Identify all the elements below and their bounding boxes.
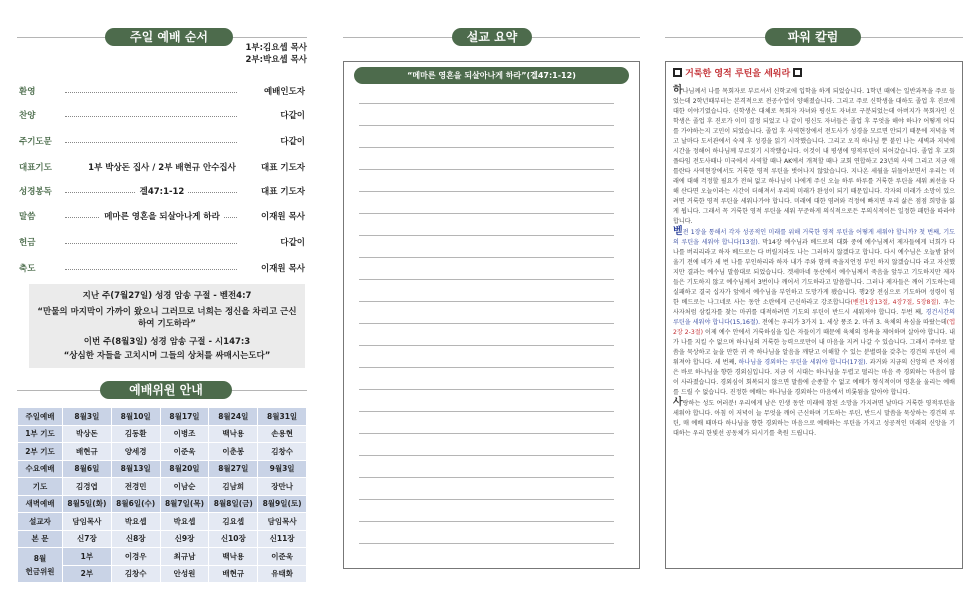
note-line [359, 521, 614, 522]
highlight-text: 경건시간의 루틴을 세워야 합니다(15,16절). [673, 309, 955, 326]
order-row [17, 161, 307, 175]
note-line [359, 499, 614, 500]
table-cell: 8월17일 [160, 408, 209, 426]
preachers [245, 42, 307, 66]
table-cell: 장만나 [258, 478, 307, 496]
table-cell: 전경민 [111, 478, 160, 496]
table-cell: 김남희 [209, 478, 258, 496]
sermon-title: 설교 요약 [452, 28, 532, 46]
column-header [665, 28, 963, 46]
table-cell: 배현규 [63, 443, 112, 461]
order-label: 주기도문 [19, 137, 52, 147]
table-row [18, 460, 307, 478]
table-cell: 이준욱 [160, 443, 209, 461]
note-line [359, 543, 614, 544]
note-line [359, 125, 614, 126]
table-cell: 김창수 [258, 443, 307, 461]
table-cell: 1부 [63, 548, 112, 566]
table-cell: 신7장 [63, 530, 112, 548]
table-row [18, 548, 307, 566]
table-row [18, 478, 307, 496]
table-cell: 백낙용 [209, 548, 258, 566]
preacher-2: 2부:박요셉 목사 [245, 55, 307, 65]
order-leader: 이재원 목사 [258, 262, 305, 276]
table-cell: 김창수 [111, 565, 160, 583]
note-line [359, 323, 614, 324]
table-cell: 8월24일 [209, 408, 258, 426]
note-line [359, 367, 614, 368]
paragraph-text: 전에는 우리가 3가지 1. 세상 풍조 2. 마귀 3. 육체의 욕심을 따랐는데 [760, 319, 947, 326]
table-cell: 설교자 [18, 513, 63, 531]
paragraph-text: 과거와 지금의 신앙의 큰 차이점은 바로 하나님을 향한 경외심입니다. 지금 이 시대는 하나님을 두렵고 떨리는 마음 즉 경외하는 마음이 많이 사라졌습니다. 경외심이 회복되지 않으면 말씀에 순종할 수 없고 예배가 형식적이며 영혼을 울리는 예배를 드릴 수 없습니다. 진정한 예배는 하나님을 경외하는 마음에서 비롯됨을 알아야 합니다. [673, 359, 955, 396]
order-row [17, 262, 307, 276]
sermon-summary-section [343, 28, 640, 568]
paragraph-text: 막14장 예수님과 베드로의 대화 중에 예수님께서 제자들에게 너희가 다 나를 버리리라고 하자 베드로는 다 버릴지라도 나는 그러하지 않겠다고 합니다. 다시 예수님은 오늘밤 닭이 울기 전에 네가 세 번 나를 부인하리라 하자 내가 주와 함께 죽을지언정 부인 하지 않겠습니다 라고 자신했지만 결과는 예수님 말씀대로 되었습니다. 겟세마네 동산에서 예수님께서 죽음을 앞두고 기도하지만 제자들은 기도하지 않고 예수님께서 3번이나 깨어서 기도하라고 말씀합니다. 그러나 제자들은 깨어 기도하는데 실패하고 결국 십자가 앞에서 예수님을 부인하고 도망가게 됐습니다. 행2장 전심으로 기도하며 성령이 임한 베드로는 나그네로 사는 동안 소란에게 근신하라고 강조합니다 [673, 239, 956, 306]
table-cell: 2부 [63, 565, 112, 583]
order-leader: 대표 기도자 [258, 185, 305, 199]
order-label: 말씀 [19, 212, 36, 222]
order-detail: 1부 박상돈 집사 / 2부 배현규 안수집사 [84, 163, 240, 173]
note-line [359, 345, 614, 346]
table-cell: 2부 기도 [18, 443, 63, 461]
note-line [359, 257, 614, 258]
highlight-text: 하나님을 경외하는 루틴을 세워야 합니다(17절). [738, 359, 868, 366]
order-leader: 다같이 [277, 135, 305, 149]
order-label: 헌금 [19, 238, 36, 248]
note-line [359, 301, 614, 302]
table-cell: 8월10일 [111, 408, 160, 426]
order-label: 성경봉독 [19, 187, 52, 197]
table-row [18, 408, 307, 426]
order-detail: 겔47:1-12 [136, 187, 189, 197]
order-row [17, 135, 307, 149]
sermon-subtitle: “메마른 영혼을 되살아나게 하라”(겔47:1-12) [354, 67, 629, 84]
note-line [359, 103, 614, 104]
table-cell: 수요예배 [18, 460, 63, 478]
table-cell: 주일예배 [18, 408, 63, 426]
order-title: 주일 예배 순서 [105, 28, 233, 46]
table-cell: 이경우 [111, 548, 160, 566]
table-cell: 8월5일(화) [63, 495, 112, 513]
table-cell: 8월 헌금위원 [18, 548, 63, 583]
duty-title: 예배위원 안내 [100, 381, 232, 399]
duty-header [17, 381, 307, 399]
table-cell: 8월13일 [111, 460, 160, 478]
table-cell: 이춘봉 [209, 443, 258, 461]
table-cell: 1부 기도 [18, 425, 63, 443]
table-row [18, 530, 307, 548]
order-label: 대표기도 [19, 163, 52, 173]
this-week-label: 이번 주(8월3일) 성경 암송 구절 - 시147:3 [83, 337, 251, 347]
table-cell: 백낙용 [209, 425, 258, 443]
note-line [359, 235, 614, 236]
table-row [18, 513, 307, 531]
table-row [18, 425, 307, 443]
table-cell: 손용현 [258, 425, 307, 443]
sermon-note-box [343, 61, 640, 569]
table-cell: 새벽예배 [18, 495, 63, 513]
drop-cap: 하 [673, 85, 683, 96]
order-leader: 이재원 목사 [258, 210, 305, 224]
column-heading [673, 68, 955, 80]
column-box [665, 61, 963, 569]
scripture-ref: (엡2장 2-3절) [673, 319, 955, 336]
drop-cap: 벧 [673, 226, 683, 237]
table-cell: 안성원 [160, 565, 209, 583]
table-row [18, 495, 307, 513]
order-row [17, 236, 307, 250]
highlight-text: 전 1장을 통해서 각자 성공적인 미래를 위해 거룩한 영적 루틴을 어떻게 세워야 할니까? 첫 번째, 기도의 루틴을 세워야 합니다(13절). [673, 229, 955, 246]
paragraph-text: 이제 예수 안에서 거룩하심을 입은 자들이기 때문에 육체의 정욕을 제어하며 살아야 합니다. 내가 나를 지킬 수 없으며 하나님의 거룩한 능력으로만이 내 마음을 지켜 나갈 수 있습니다. 그래서 주야로 말씀을 묵상하고 늘을 만한 귀 즉 하나님을 알음을 깨닫고 이해할 수 있는 분별력을 갖추는 경건의 루틴이 세워져야 합니다. 세 번째, [673, 329, 955, 366]
order-row [17, 185, 307, 199]
note-line [359, 191, 614, 192]
order-label: 환영 [19, 87, 36, 97]
table-cell: 8월20일 [160, 460, 209, 478]
duty-table [17, 407, 307, 583]
memory-verse-box [29, 284, 305, 368]
note-line [359, 455, 614, 456]
note-line [359, 279, 614, 280]
table-row [18, 443, 307, 461]
this-week-verse: “상심한 자들을 고치시며 그들의 상처를 싸매시는도다” [63, 351, 271, 361]
note-line [359, 411, 614, 412]
table-cell: 박상돈 [63, 425, 112, 443]
drop-cap: 사 [673, 397, 683, 408]
order-row [17, 210, 307, 224]
table-cell: 유태화 [258, 565, 307, 583]
order-leader: 다같이 [277, 236, 305, 250]
column-paragraph [673, 86, 955, 227]
note-line [359, 213, 614, 214]
table-cell: 배현규 [209, 565, 258, 583]
paragraph-text: 랑하는 성도 여러분! 우리에게 남은 인생 동안 미래에 참된 소망을 가지려면 날마다 거룩한 영적루틴을 세워야 합니다. 아침 이 저녁이 늘 무엇을 깨어 근신하며 기도하는 루틴, 반드시 말씀을 묵상하는 경건의 루틴, 매 예배 때마다 하나님을 향한 경외하는 마음으로 예배하는 루틴을 가지고 성공적인 미래의 신앙을 기대하는 우리 한빛선 공동체가 되시기를 축원 드립니다. [673, 400, 955, 437]
table-cell: 8월3일 [63, 408, 112, 426]
last-week-verse: “만물의 마지막이 가까이 왔으니 그러므로 너희는 정신을 차리고 근신하여 기도하라” [37, 307, 297, 329]
order-leader: 예배인도자 [261, 85, 305, 99]
table-cell: 8월6일(수) [111, 495, 160, 513]
scripture-ref: (벧전1장13절, 4장7절, 5장8절) [850, 299, 939, 306]
power-column-section [665, 28, 963, 570]
column-heading-text: 거룩한 영적 루틴을 세워라 [685, 69, 791, 79]
note-line [359, 169, 614, 170]
table-cell: 김요셉 [209, 513, 258, 531]
note-line [359, 433, 614, 434]
note-line [359, 147, 614, 148]
order-detail: 메마른 영혼을 되살아나게 하라 [100, 212, 224, 222]
column-paragraph [673, 227, 955, 398]
table-cell: 이병조 [160, 425, 209, 443]
square-bullet-icon [673, 68, 682, 77]
table-cell: 기도 [18, 478, 63, 496]
column-title: 파워 칼럼 [765, 28, 861, 46]
table-cell: 8월7일(목) [160, 495, 209, 513]
worship-order-section [17, 20, 307, 580]
table-cell: 이남순 [160, 478, 209, 496]
table-cell: 신10장 [209, 530, 258, 548]
sermon-header [343, 28, 640, 46]
order-row [17, 85, 307, 99]
table-cell: 박요셉 [160, 513, 209, 531]
table-cell: 최규남 [160, 548, 209, 566]
paragraph-text: 나님께서 나를 목회자로 부르셔서 신학교에 입학을 하게 되었습니다. 1학년 때에는 일반과목을 주로 들었는데 2학년때부터는 본격적으로 전공수업이 양해졌습니다. 그리고 주로 신학생을 대하도 졸업 후 진로에 대한 이야기였습니다. 신학생은 대체로 목회자 자녀와 평신도 자녀로 구분되었는데 아버지가 목회자인 신학생은 졸업 후 진로가 이미 결정 되었고 나 같이 평신도 자녀들은 졸업 후 무엇을 해야 하나? 어떻게 어디를 가야하는지 고민이 되었습니다. 졸업 후 사역현장에서 전도사가 성경을 모르면 안되기 때문에 저녁을 먹고 날마다 도서관에서 숙제 후 성경을 읽기 시작했습니다. 그리고 오직 하나님 뿐 붙인 나는 새벽과 저녁에 시간을 정해어 하나님께 부르짖기 시작했습니다. 이것이 내 평생에 영적루틴이 되어갔습니다. 졸업 후 교회 플타임 전도사때나 미국에서 사역할 때나 AK에서 개척할 때나 교회 연합하고 23년의 사역 그리고 지금 애틀란타 사역현장에서도 거룩한 영적 루틴을 벗어나지 않았습니다. 지나온 세월을 뒤돌아보면서 우리는 미래에 대해 걱정할 필요가 전혀 없고 하나님이 나에게 주신 오늘 하루 하루를 거룩한 루틴을 세워 최선을 다해 산다면 오늘이라는 시간이 더해져서 우리의 미래가 완성이 되기 때문입니다. 각자의 미래가 소망이 있으려면 거룩한 영적 루틴을 세워나가야 합니다. 미래에 대한 염려와 걱정에 빠지면 우리 삶은 점점 희망을 잃게 됩니다. 그래서 꼭 거룩한 영적 루틴을 세워 꾸준하게 의식적으로든 무의식적이든 일정한 패턴을 따라야 합니다. [673, 88, 955, 225]
table-cell: 김동환 [111, 425, 160, 443]
square-bullet-icon [793, 68, 802, 77]
last-week-label: 지난 주(7월27일) 성경 암송 구절 - 벧전4:7 [82, 291, 252, 301]
paragraph-text: . 우는 사자처럼 삼킬자를 찾는 마귀를 대적하려면 기도의 루틴이 반드시 세워져야 합니다. 두번 째, [673, 299, 955, 316]
column-body [673, 86, 955, 439]
table-cell: 8월6일 [63, 460, 112, 478]
table-cell: 김경엽 [63, 478, 112, 496]
order-label: 축도 [19, 264, 36, 274]
table-cell: 담임목사 [258, 513, 307, 531]
note-line [359, 389, 614, 390]
preacher-1: 1부:김요셉 목사 [245, 43, 307, 53]
note-line [359, 477, 614, 478]
order-label: 찬양 [19, 111, 36, 121]
table-cell: 박요셉 [111, 513, 160, 531]
table-cell: 8월8일(금) [209, 495, 258, 513]
table-cell: 신11장 [258, 530, 307, 548]
order-row [17, 109, 307, 123]
table-cell: 본 문 [18, 530, 63, 548]
table-cell: 담임목사 [63, 513, 112, 531]
table-cell: 8월31일 [258, 408, 307, 426]
order-leader: 다같이 [277, 109, 305, 123]
table-cell: 8월9일(토) [258, 495, 307, 513]
table-cell: 8월27일 [209, 460, 258, 478]
order-leader: 대표 기도자 [258, 161, 305, 175]
table-cell: 양세경 [111, 443, 160, 461]
table-cell: 이준욱 [258, 548, 307, 566]
column-paragraph [673, 398, 955, 439]
table-cell: 신8장 [111, 530, 160, 548]
table-cell: 9월3일 [258, 460, 307, 478]
table-cell: 신9장 [160, 530, 209, 548]
